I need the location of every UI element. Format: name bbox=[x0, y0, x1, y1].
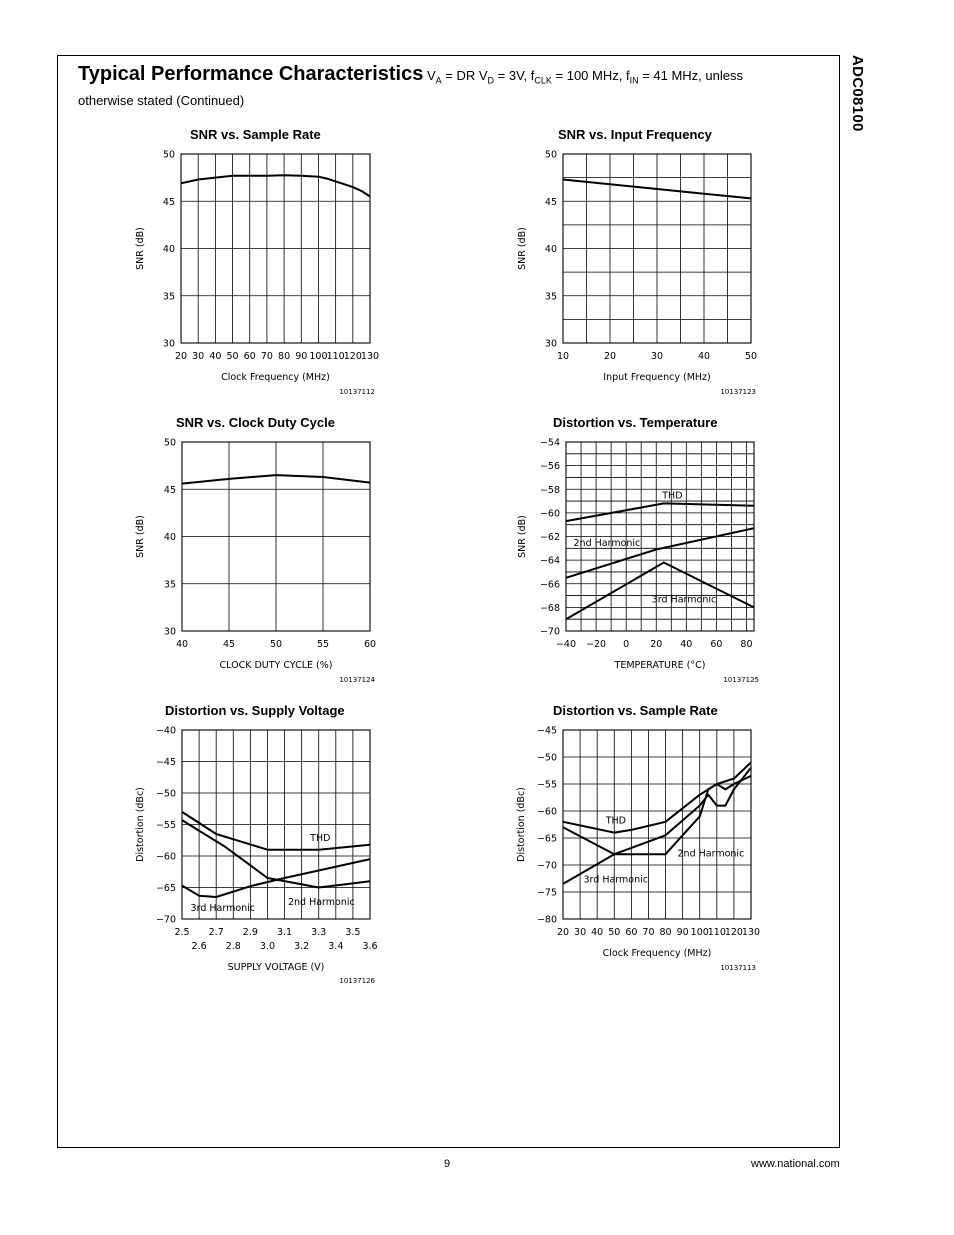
y-tick-label: −62 bbox=[539, 532, 560, 543]
y-tick-label: −80 bbox=[536, 914, 557, 926]
x-axis-label: CLOCK DUTY CYCLE (%) bbox=[219, 660, 333, 671]
y-tick-label: −60 bbox=[536, 806, 557, 818]
x-tick-label: −20 bbox=[586, 639, 607, 650]
figure-id: 10137126 bbox=[339, 977, 375, 985]
y-tick-label: −54 bbox=[539, 437, 560, 449]
chart-snr-sample-rate bbox=[135, 150, 379, 397]
x-tick-label: 20 bbox=[174, 351, 188, 362]
x-tick-label: 2.6 bbox=[191, 941, 207, 952]
series-line-3rd-harmonic bbox=[563, 768, 751, 884]
x-tick-label: 40 bbox=[697, 351, 711, 362]
x-tick-label: 100 bbox=[309, 351, 328, 362]
x-tick-label: 90 bbox=[295, 351, 308, 362]
y-tick-label: 45 bbox=[544, 196, 557, 208]
chart-distortion-temperature bbox=[517, 438, 759, 685]
series-annotation: 2nd Harmonic bbox=[287, 897, 355, 909]
x-tick-label: 0 bbox=[623, 639, 630, 650]
x-tick-label: 3.6 bbox=[362, 941, 378, 952]
series-annotation: 2nd Harmonic bbox=[677, 848, 745, 860]
test-conditions-continued: otherwise stated (Continued) bbox=[78, 92, 245, 108]
page-number: 9 bbox=[444, 1158, 451, 1170]
series-line-snr bbox=[181, 175, 370, 196]
x-tick-label: 60 bbox=[363, 639, 377, 650]
x-tick-label: 2.5 bbox=[174, 927, 190, 938]
x-tick-label: 50 bbox=[269, 639, 283, 650]
series-line-3rd-harmonic bbox=[566, 563, 754, 620]
x-tick-label: 3.4 bbox=[328, 941, 344, 952]
x-axis-label: SUPPLY VOLTAGE (V) bbox=[227, 962, 325, 973]
x-axis-label: TEMPERATURE (°C) bbox=[614, 660, 706, 671]
figure-id: 10137124 bbox=[339, 676, 375, 684]
x-tick-label: 70 bbox=[260, 351, 273, 362]
x-axis-label: Input Frequency (MHz) bbox=[603, 372, 711, 383]
chart-title-snr-clock-duty-cycle: SNR vs. Clock Duty Cycle bbox=[176, 415, 335, 430]
chart-title-snr-input-frequency: SNR vs. Input Frequency bbox=[558, 127, 712, 142]
x-tick-label: 55 bbox=[316, 639, 330, 650]
series-line-thd bbox=[182, 812, 370, 850]
y-axis-label: Distortion (dBc) bbox=[135, 787, 146, 862]
x-tick-label: 80 bbox=[278, 351, 291, 362]
y-tick-label: 50 bbox=[544, 149, 557, 161]
y-tick-label: 35 bbox=[162, 291, 175, 303]
y-tick-label: −65 bbox=[536, 833, 557, 845]
y-tick-label: 35 bbox=[544, 291, 557, 303]
y-tick-label: −56 bbox=[539, 461, 560, 473]
y-axis-label: SNR (dB) bbox=[135, 515, 146, 558]
y-tick-label: −70 bbox=[536, 860, 557, 872]
y-tick-label: −50 bbox=[536, 752, 557, 764]
x-tick-label: 20 bbox=[650, 639, 663, 650]
x-tick-label: 110 bbox=[707, 927, 726, 938]
y-tick-label: −66 bbox=[539, 579, 560, 591]
y-tick-label: −55 bbox=[155, 820, 176, 831]
chart-snr-clock-duty-cycle bbox=[135, 438, 376, 685]
series-line-3rd-harmonic bbox=[182, 859, 370, 897]
chart-distortion-sample-rate bbox=[516, 726, 760, 973]
y-tick-label: −50 bbox=[155, 788, 176, 800]
x-tick-label: 50 bbox=[226, 351, 239, 362]
x-tick-label: 120 bbox=[724, 927, 743, 938]
x-tick-label: 60 bbox=[710, 639, 723, 650]
y-tick-label: −70 bbox=[155, 914, 176, 926]
x-tick-label: 110 bbox=[326, 351, 345, 362]
series-line-thd bbox=[566, 503, 754, 521]
x-tick-label: −40 bbox=[555, 639, 577, 650]
website-url: www.national.com bbox=[751, 1158, 840, 1170]
series-annotation: 3rd Harmonic bbox=[583, 874, 649, 886]
series-line-2nd-harmonic bbox=[566, 528, 754, 578]
x-tick-label: 40 bbox=[591, 927, 604, 938]
x-tick-label: 45 bbox=[222, 639, 236, 650]
y-tick-label: −58 bbox=[539, 484, 560, 496]
y-axis-label: SNR (dB) bbox=[517, 515, 528, 558]
chart-title-distortion-sample-rate: Distortion vs. Sample Rate bbox=[553, 703, 718, 718]
y-tick-label: 30 bbox=[163, 626, 176, 638]
x-tick-label: 20 bbox=[603, 351, 617, 362]
y-tick-label: 50 bbox=[162, 149, 175, 161]
series-annotation: THD bbox=[310, 832, 331, 844]
y-tick-label: −60 bbox=[539, 508, 560, 520]
y-tick-label: 30 bbox=[544, 338, 557, 350]
y-tick-label: 40 bbox=[544, 244, 557, 255]
series-line-thd bbox=[563, 762, 751, 832]
x-axis-label: Clock Frequency (MHz) bbox=[221, 372, 330, 383]
section-heading: Typical Performance Characteristics bbox=[78, 63, 424, 85]
y-axis-label: SNR (dB) bbox=[135, 227, 146, 270]
figure-id: 10137113 bbox=[720, 964, 756, 972]
y-tick-label: −68 bbox=[539, 602, 560, 614]
series-line-2nd-harmonic bbox=[563, 776, 751, 854]
chart-distortion-supply-voltage bbox=[135, 726, 378, 986]
x-tick-label: 100 bbox=[690, 927, 709, 938]
y-tick-label: −75 bbox=[536, 887, 557, 899]
x-tick-label: 90 bbox=[676, 927, 689, 938]
chart-snr-input-frequency bbox=[517, 150, 757, 397]
y-tick-label: −55 bbox=[536, 779, 557, 791]
y-tick-label: −65 bbox=[155, 883, 176, 894]
x-tick-label: 3.5 bbox=[345, 927, 361, 938]
chart-title-distortion-temperature: Distortion vs. Temperature bbox=[553, 415, 718, 430]
x-tick-label: 60 bbox=[625, 927, 638, 938]
x-axis-label: Clock Frequency (MHz) bbox=[602, 948, 712, 959]
chart-title-snr-sample-rate: SNR vs. Sample Rate bbox=[190, 127, 321, 142]
y-tick-label: 40 bbox=[163, 532, 176, 543]
series-annotation: 2nd Harmonic bbox=[573, 537, 641, 549]
series-annotation: THD bbox=[662, 490, 683, 502]
x-tick-label: 130 bbox=[360, 351, 380, 362]
y-tick-label: −70 bbox=[539, 626, 560, 638]
y-tick-label: 30 bbox=[162, 338, 175, 350]
x-tick-label: 30 bbox=[574, 927, 587, 938]
x-tick-label: 130 bbox=[741, 927, 761, 938]
x-tick-label: 70 bbox=[642, 927, 655, 938]
y-tick-label: 45 bbox=[163, 484, 176, 496]
part-number-label: ADC08100 bbox=[849, 55, 866, 132]
x-tick-label: 10 bbox=[556, 351, 570, 362]
x-tick-label: 60 bbox=[243, 351, 256, 362]
y-tick-label: −45 bbox=[155, 757, 176, 768]
x-tick-label: 30 bbox=[650, 351, 664, 362]
y-tick-label: 40 bbox=[162, 244, 175, 255]
y-axis-label: SNR (dB) bbox=[517, 227, 528, 270]
y-axis-label: Distortion (dBc) bbox=[516, 787, 527, 862]
y-tick-label: 35 bbox=[163, 579, 176, 591]
x-tick-label: 3.1 bbox=[276, 927, 293, 938]
x-tick-label: 3.3 bbox=[311, 927, 327, 938]
y-tick-label: −60 bbox=[155, 851, 176, 863]
figure-id: 10137112 bbox=[339, 388, 375, 396]
x-tick-label: 30 bbox=[192, 351, 205, 362]
x-tick-label: 40 bbox=[175, 639, 189, 650]
y-tick-label: −64 bbox=[539, 555, 560, 567]
series-annotation: 3rd Harmonic bbox=[651, 594, 717, 606]
x-tick-label: 50 bbox=[608, 927, 621, 938]
x-tick-label: 2.8 bbox=[225, 941, 241, 952]
series-annotation: THD bbox=[605, 815, 626, 827]
test-conditions: $V_A$ = DR $V_D = 3V$, $f_{CLK} = 100$ MHz, $f_{IN} = 41$ MHz, unless bbox=[426, 68, 743, 86]
chart-title-distortion-supply-voltage: Distortion vs. Supply Voltage bbox=[165, 703, 345, 718]
x-tick-label: 2.7 bbox=[208, 927, 224, 938]
series-annotation: 3rd Harmonic bbox=[190, 902, 256, 914]
x-tick-label: 50 bbox=[744, 351, 758, 362]
y-tick-label: −40 bbox=[155, 725, 176, 737]
x-tick-label: 20 bbox=[556, 927, 570, 938]
x-tick-label: 40 bbox=[680, 639, 693, 650]
figure-id: 10137123 bbox=[720, 388, 756, 396]
y-tick-label: 50 bbox=[163, 437, 176, 449]
x-tick-label: 40 bbox=[209, 351, 222, 362]
x-tick-label: 2.9 bbox=[242, 927, 258, 938]
x-tick-label: 80 bbox=[740, 639, 753, 650]
x-tick-label: 120 bbox=[343, 351, 362, 362]
y-tick-label: −45 bbox=[536, 725, 557, 737]
x-tick-label: 3.2 bbox=[294, 941, 310, 952]
x-tick-label: 3.0 bbox=[259, 941, 276, 952]
y-tick-label: 45 bbox=[162, 196, 175, 208]
figure-id: 10137125 bbox=[723, 676, 759, 684]
x-tick-label: 80 bbox=[659, 927, 672, 938]
